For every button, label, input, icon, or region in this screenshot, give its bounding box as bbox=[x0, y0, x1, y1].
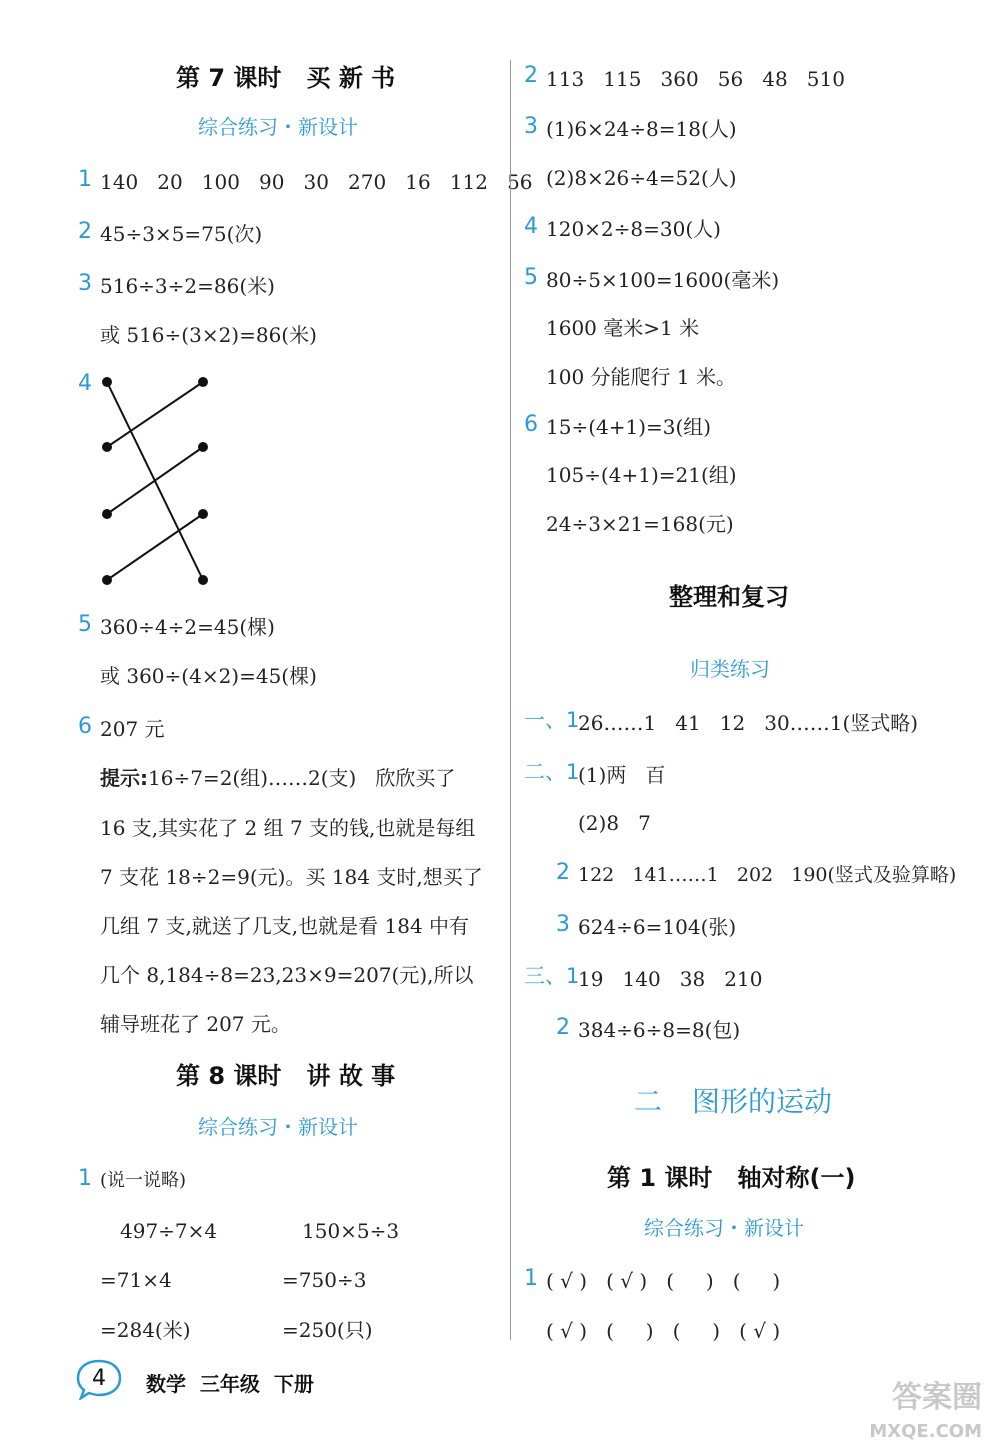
q2-number: 2 bbox=[78, 219, 92, 244]
dot bbox=[103, 510, 111, 518]
hint-line4: 几组 7 支,就送了几支,也就是看 184 中有 bbox=[100, 914, 470, 938]
dot bbox=[199, 378, 207, 386]
book-label: 数学 三年级 下册 bbox=[146, 1372, 314, 1396]
q5-answer-line2: 或 360÷(4×2)=45(棵) bbox=[100, 664, 317, 688]
r-q6-line1: 15÷(4+1)=3(组) bbox=[546, 415, 712, 439]
column-divider bbox=[510, 60, 511, 1340]
r2c-number: 3 bbox=[556, 912, 570, 937]
watermark-logo: 答案圈 bbox=[892, 1380, 982, 1415]
q3-number: 3 bbox=[78, 271, 92, 296]
unit-title: 图形的运动 bbox=[692, 1085, 833, 1118]
l8q1-note: (说一说略) bbox=[100, 1170, 187, 1191]
r2b-answer: 122 141……1 202 190(竖式及验算略) bbox=[578, 864, 957, 886]
lesson1-title: 第 1 课时 轴对称(一) bbox=[607, 1164, 856, 1192]
watermark-url: MXQE.COM bbox=[869, 1421, 982, 1442]
lesson1-subtitle: 综合练习・新设计 bbox=[644, 1216, 804, 1240]
hint-line1: 提示:16÷7=2(组)……2(支) 欣欣买了 bbox=[100, 766, 456, 790]
dot bbox=[103, 576, 111, 584]
r-q6-line3: 24÷3×21=168(元) bbox=[546, 512, 734, 536]
r-q5-number: 5 bbox=[524, 265, 538, 290]
r-q4-number: 4 bbox=[524, 214, 538, 239]
lesson8-title: 第 8 课时 讲 故 事 bbox=[176, 1062, 396, 1090]
l8q1-a3: =284(米) bbox=[100, 1318, 191, 1342]
r-q5-line3: 100 分能爬行 1 米。 bbox=[546, 365, 736, 389]
r3b-number: 2 bbox=[556, 1015, 570, 1040]
connector-line bbox=[107, 447, 203, 514]
r2c-answer: 624÷6=104(张) bbox=[578, 915, 737, 939]
r-q3-line2: (2)8×26÷4=52(人) bbox=[546, 166, 737, 190]
r2-line2: (2)8 7 bbox=[578, 811, 651, 835]
l8q1-b2: =750÷3 bbox=[282, 1268, 367, 1292]
r-q3-number: 3 bbox=[524, 114, 538, 139]
page-number: 4 bbox=[92, 1366, 106, 1391]
l8q1-a2: =71×4 bbox=[100, 1268, 172, 1292]
r3-number: 三、1 bbox=[524, 964, 580, 988]
dot bbox=[103, 443, 111, 451]
hint-line5: 几个 8,184÷8=23,23×9=207(元),所以 bbox=[100, 963, 474, 987]
q6-answer: 207 元 bbox=[100, 717, 165, 741]
l8q1-a1: 497÷7×4 bbox=[120, 1219, 218, 1243]
dot bbox=[103, 378, 111, 386]
connector-line bbox=[107, 514, 203, 580]
r-q3-line1: (1)6×24÷8=18(人) bbox=[546, 117, 737, 141]
q1-answer: 140 20 100 90 30 270 16 112 56 bbox=[100, 170, 533, 194]
r-q5-line2: 1600 毫米>1 米 bbox=[546, 316, 700, 340]
l8q1-b1: 150×5÷3 bbox=[302, 1219, 400, 1243]
matching-lines-figure bbox=[95, 370, 225, 600]
dot bbox=[199, 576, 207, 584]
lesson7-title: 第 7 课时 买 新 书 bbox=[176, 64, 396, 92]
connector-line bbox=[107, 382, 203, 447]
checks-number: 1 bbox=[524, 1266, 538, 1291]
lesson8-subtitle: 综合练习・新设计 bbox=[198, 1115, 358, 1139]
review-subtitle: 归类练习 bbox=[690, 657, 770, 681]
r-q6-number: 6 bbox=[524, 412, 538, 437]
unit-number: 二 bbox=[634, 1085, 663, 1118]
q4-number: 4 bbox=[78, 371, 92, 396]
hint-label: 提示: bbox=[100, 766, 148, 790]
r1-answer: 26……1 41 12 30……1(竖式略) bbox=[578, 711, 919, 735]
r1-number: 一、1 bbox=[524, 708, 580, 732]
q2-answer: 45÷3×5=75(次) bbox=[100, 222, 263, 246]
r2-number: 二、1 bbox=[524, 760, 580, 784]
r-q2-answer: 113 115 360 56 48 510 bbox=[546, 67, 845, 91]
r2-line1: (1)两 百 bbox=[578, 763, 666, 787]
q6-number: 6 bbox=[78, 714, 92, 739]
checks-row2: ( √ ) ( ) ( ) ( √ ) bbox=[546, 1319, 781, 1343]
r-q4-answer: 120×2÷8=30(人) bbox=[546, 217, 721, 241]
r3-answer: 19 140 38 210 bbox=[578, 967, 763, 991]
q3-answer-line1: 516÷3÷2=86(米) bbox=[100, 274, 275, 298]
hint-line3: 7 支花 18÷2=9(元)。买 184 支时,想买了 bbox=[100, 865, 483, 889]
lesson7-subtitle: 综合练习・新设计 bbox=[198, 115, 358, 139]
q5-number: 5 bbox=[78, 612, 92, 637]
q1-number: 1 bbox=[78, 167, 92, 192]
r2b-number: 2 bbox=[556, 860, 570, 885]
r-q5-line1: 80÷5×100=1600(毫米) bbox=[546, 268, 780, 292]
q5-answer-line1: 360÷4÷2=45(棵) bbox=[100, 615, 275, 639]
l8q1-b3: =250(只) bbox=[282, 1318, 373, 1342]
checks-row1: ( √ ) ( √ ) ( ) ( ) bbox=[546, 1269, 781, 1293]
hint-line6: 辅导班花了 207 元。 bbox=[100, 1012, 291, 1036]
review-title: 整理和复习 bbox=[669, 583, 789, 611]
r-q2-number: 2 bbox=[524, 63, 538, 88]
q3-answer-line2: 或 516÷(3×2)=86(米) bbox=[100, 323, 317, 347]
hint-line2: 16 支,其实花了 2 组 7 支的钱,也就是每组 bbox=[100, 816, 476, 840]
r3b-answer: 384÷6÷8=8(包) bbox=[578, 1018, 741, 1042]
l8q1-number: 1 bbox=[78, 1166, 92, 1191]
r-q6-line2: 105÷(4+1)=21(组) bbox=[546, 463, 737, 487]
dot bbox=[199, 443, 207, 451]
dot bbox=[199, 510, 207, 518]
